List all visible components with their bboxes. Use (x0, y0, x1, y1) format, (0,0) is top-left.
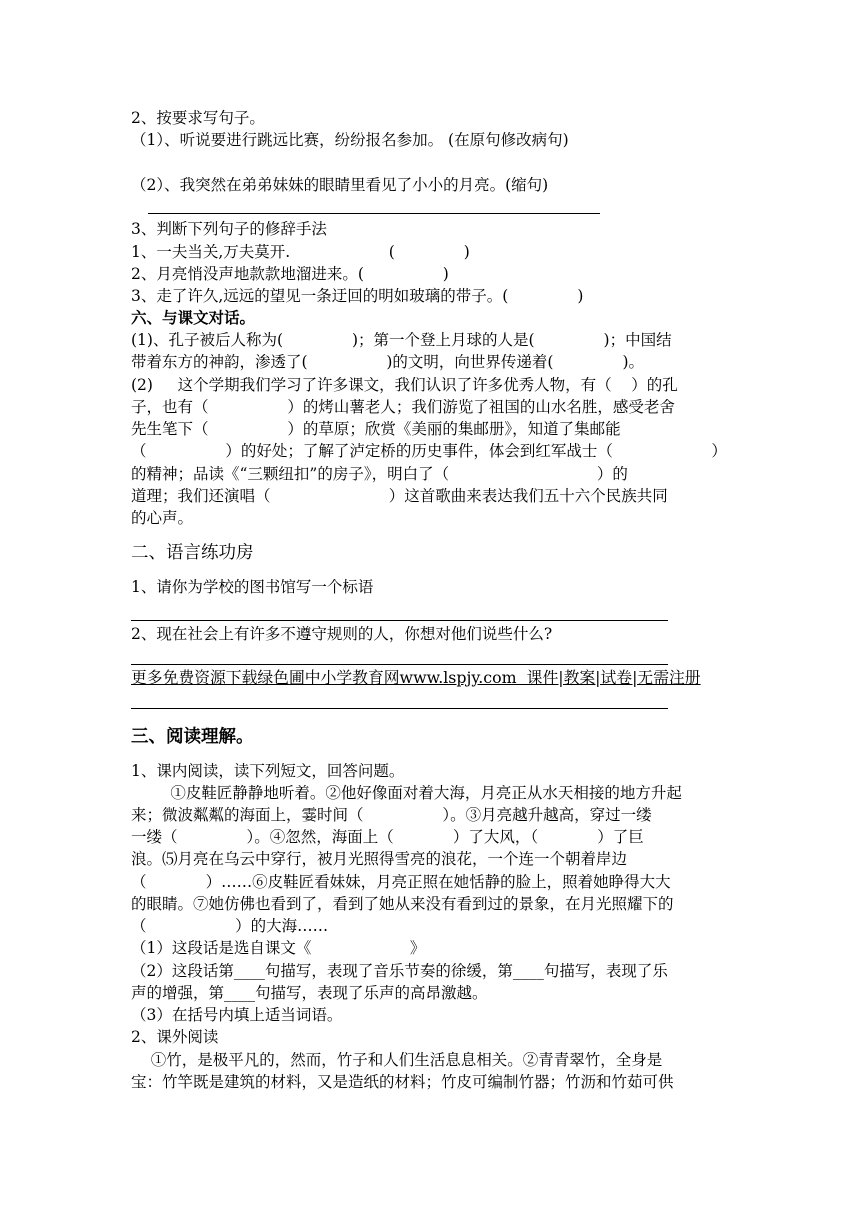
passage-line-2: 来；微波粼粼的海面上，霎时间（ ）。③月亮越升越高，穿过一缕 (131, 806, 652, 824)
section-2-heading: 二、语言练功房 (131, 543, 254, 563)
practice-item-1: 1、请你为学校的图书馆写一个标语 (131, 578, 374, 596)
reading-question-1: （1）这段话是选自课文《 》 (131, 939, 426, 957)
dialogue-line-5: 先生笔下（ ）的草原；欣赏《美丽的集邮册》，知道了集邮能 (131, 420, 621, 438)
rhetoric-item-3: 3、走了许久,远远的望见一条迂回的明如玻璃的带子。( ) (131, 287, 584, 305)
answer-line (131, 664, 668, 665)
answer-line (131, 708, 668, 709)
passage-line-7: （ ）的大海…… (131, 917, 329, 935)
reading-question-2b: 声的增强，第____句描写，表现了乐声的高昂激越。 (131, 984, 488, 1002)
section-3-heading: 三、阅读理解。 (131, 727, 254, 747)
question-2-item-1: （1）、听说要进行跳远比赛，纷纷报名参加。 (在原句修改病句) (131, 131, 569, 149)
dialogue-line-1: (1)、孔子被后人称为( )；第一个登上月球的人是( )；中国结 (131, 331, 672, 349)
dialogue-line-6: （ ）的好处；了解了泸定桥的历史事件，体会到红军战士（ ） (131, 442, 727, 460)
dialogue-line-7: 的精神；品读《“三颗纽扣”的房子》，明白了（ ）的 (131, 465, 628, 483)
reading-2-heading: 2、课外阅读 (131, 1028, 219, 1046)
section-6-heading: 六、与课文对话。 (131, 308, 256, 327)
dialogue-line-3: (2) 这个学期我们学习了许多课文，我们认识了许多优秀人物，有（ ）的孔 (131, 376, 678, 394)
question-2-heading: 2、按要求写句子。 (131, 109, 265, 127)
dialogue-line-4: 子，也有（ ）的烤山薯老人；我们游览了祖国的山水名胜，感受老舍 (131, 398, 675, 416)
reading-question-2a: （2）这段话第____句描写，表现了音乐节奏的徐缓，第____句描写，表现了乐 (131, 962, 668, 980)
passage-line-4: 浪。⑸月亮在乌云中穿行，被月光照得雪亮的浪花，一个连一个朝着岸边 (131, 850, 628, 868)
passage-line-1: ①皮鞋匠静静地听着。②他好像面对着大海，月亮正从水天相接的地方升起 (131, 784, 682, 802)
question-3-heading: 3、判断下列句子的修辞手法 (131, 220, 327, 238)
passage-line-6: 的眼睛。⑦她仿佛也看到了，看到了她从来没有看到过的景象，在月光照耀下的 (131, 895, 674, 913)
rhetoric-item-2: 2、月亮悄没声地款款地溜进来。( ) (131, 265, 449, 283)
passage-2-line-1: ①竹，是极平凡的，然而，竹子和人们生活息息相关。②青青翠竹，全身是 (131, 1051, 663, 1069)
answer-line (131, 620, 668, 621)
dialogue-line-9: 的心声。 (131, 509, 194, 527)
dialogue-line-2: 带着东方的神韵，渗透了( )的文明，向世界传递着( )。 (131, 353, 645, 371)
passage-line-5: （ ）……⑥皮鞋匠看妹妹，月亮正照在她恬静的脸上，照着她睁得大大 (131, 873, 671, 891)
passage-2-line-2: 宝：竹竿既是建筑的材料，又是造纸的材料；竹皮可编制竹器；竹沥和竹茹可供 (131, 1073, 674, 1091)
dialogue-line-8: 道理；我们还演唱（ ）这首歌曲来表达我们五十六个民族共同 (131, 487, 668, 505)
practice-item-2: 2、现在社会上有许多不遵守规则的人，你想对他们说些什么? (131, 625, 553, 643)
rhetoric-item-1: 1、一夫当关,万夫莫开. ( ) (131, 243, 470, 261)
reading-question-3: （3）在括号内填上适当词语。 (131, 1006, 343, 1024)
passage-line-3: 一缕（ ）。④忽然，海面上（ ）了大风，（ ）了巨 (131, 828, 644, 846)
question-2-item-2: （2）、我突然在弟弟妹妹的眼睛里看见了小小的月亮。(缩句) (131, 176, 549, 194)
reading-1-heading: 1、课内阅读，读下列短文，回答问题。 (131, 762, 405, 780)
answer-line (148, 213, 600, 214)
resource-link[interactable]: 更多免费资源下载绿色圃中小学教育网www.lspjy.com 课件|教案|试卷|无需注册 (131, 668, 701, 687)
